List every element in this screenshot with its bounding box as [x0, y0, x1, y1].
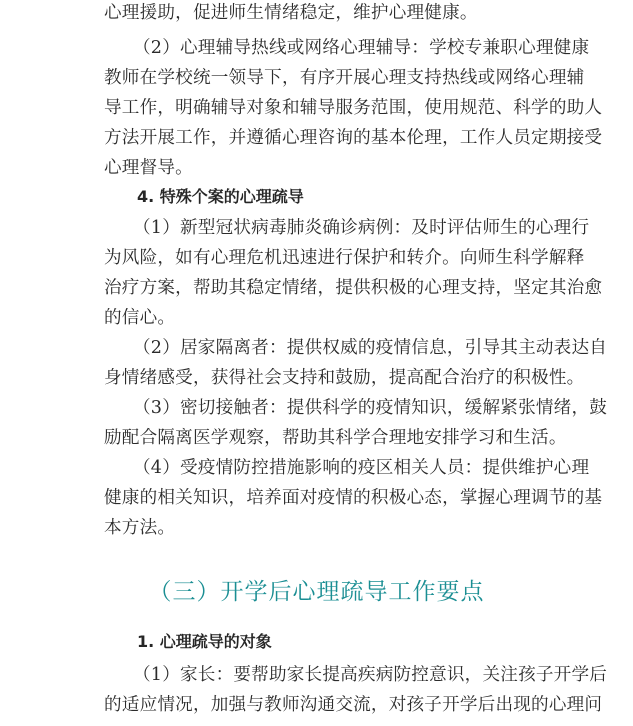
- paragraph-line: 的信心。: [104, 308, 176, 328]
- paragraph-line: 本方法。: [104, 518, 176, 538]
- paragraph-line: 心理援助，促进师生情绪稳定，维护心理健康。: [104, 3, 478, 23]
- paragraph-line: （2）居家隔离者：提供权威的疫情信息，引导其主动表达自: [133, 338, 608, 358]
- paragraph-line: （3）密切接触者：提供科学的疫情知识，缓解紧张情绪，鼓: [133, 398, 608, 418]
- paragraph-line: 健康的相关知识，培养面对疫情的积极心态，掌握心理调节的基: [104, 488, 603, 508]
- paragraph-line: 方法开展工作，并遵循心理咨询的基本伦理，工作人员定期接受: [104, 128, 603, 148]
- paragraph-line: 导工作，明确辅导对象和辅导服务范围，使用规范、科学的助人: [104, 98, 603, 118]
- paragraph-line: （1）家长：要帮助家长提高疾病防控意识，关注孩子开学后: [133, 665, 608, 685]
- paragraph-line: 身情绪感受，获得社会支持和鼓励，提高配合治疗的积极性。: [104, 368, 585, 388]
- section-title: （三）开学后心理疏导工作要点: [148, 579, 485, 605]
- paragraph-line: 治疗方案，帮助其稳定情绪，提供积极的心理支持，坚定其治愈: [104, 278, 603, 298]
- paragraph-line: （1）新型冠状病毒肺炎确诊病例：及时评估师生的心理行: [133, 218, 590, 238]
- paragraph-line: （4）受疫情防控措施影响的疫区相关人员：提供维护心理: [133, 458, 590, 478]
- subheading: 1. 心理疏导的对象: [137, 632, 272, 651]
- subheading: 4. 特殊个案的心理疏导: [137, 187, 304, 206]
- paragraph-line: 心理督导。: [104, 158, 193, 178]
- paragraph-line: 励配合隔离医学观察，帮助其科学合理地安排学习和生活。: [104, 428, 567, 448]
- paragraph-line: （2）心理辅导热线或网络心理辅导：学校专兼职心理健康: [133, 38, 590, 58]
- paragraph-line: 为风险，如有心理危机迅速进行保护和转介。向师生科学解释: [104, 248, 585, 268]
- paragraph-line: 的适应情况，加强与教师沟通交流，对孩子开学后出现的心理问: [104, 695, 603, 715]
- paragraph-line: 教师在学校统一领导下，有序开展心理支持热线或网络心理辅: [104, 68, 585, 88]
